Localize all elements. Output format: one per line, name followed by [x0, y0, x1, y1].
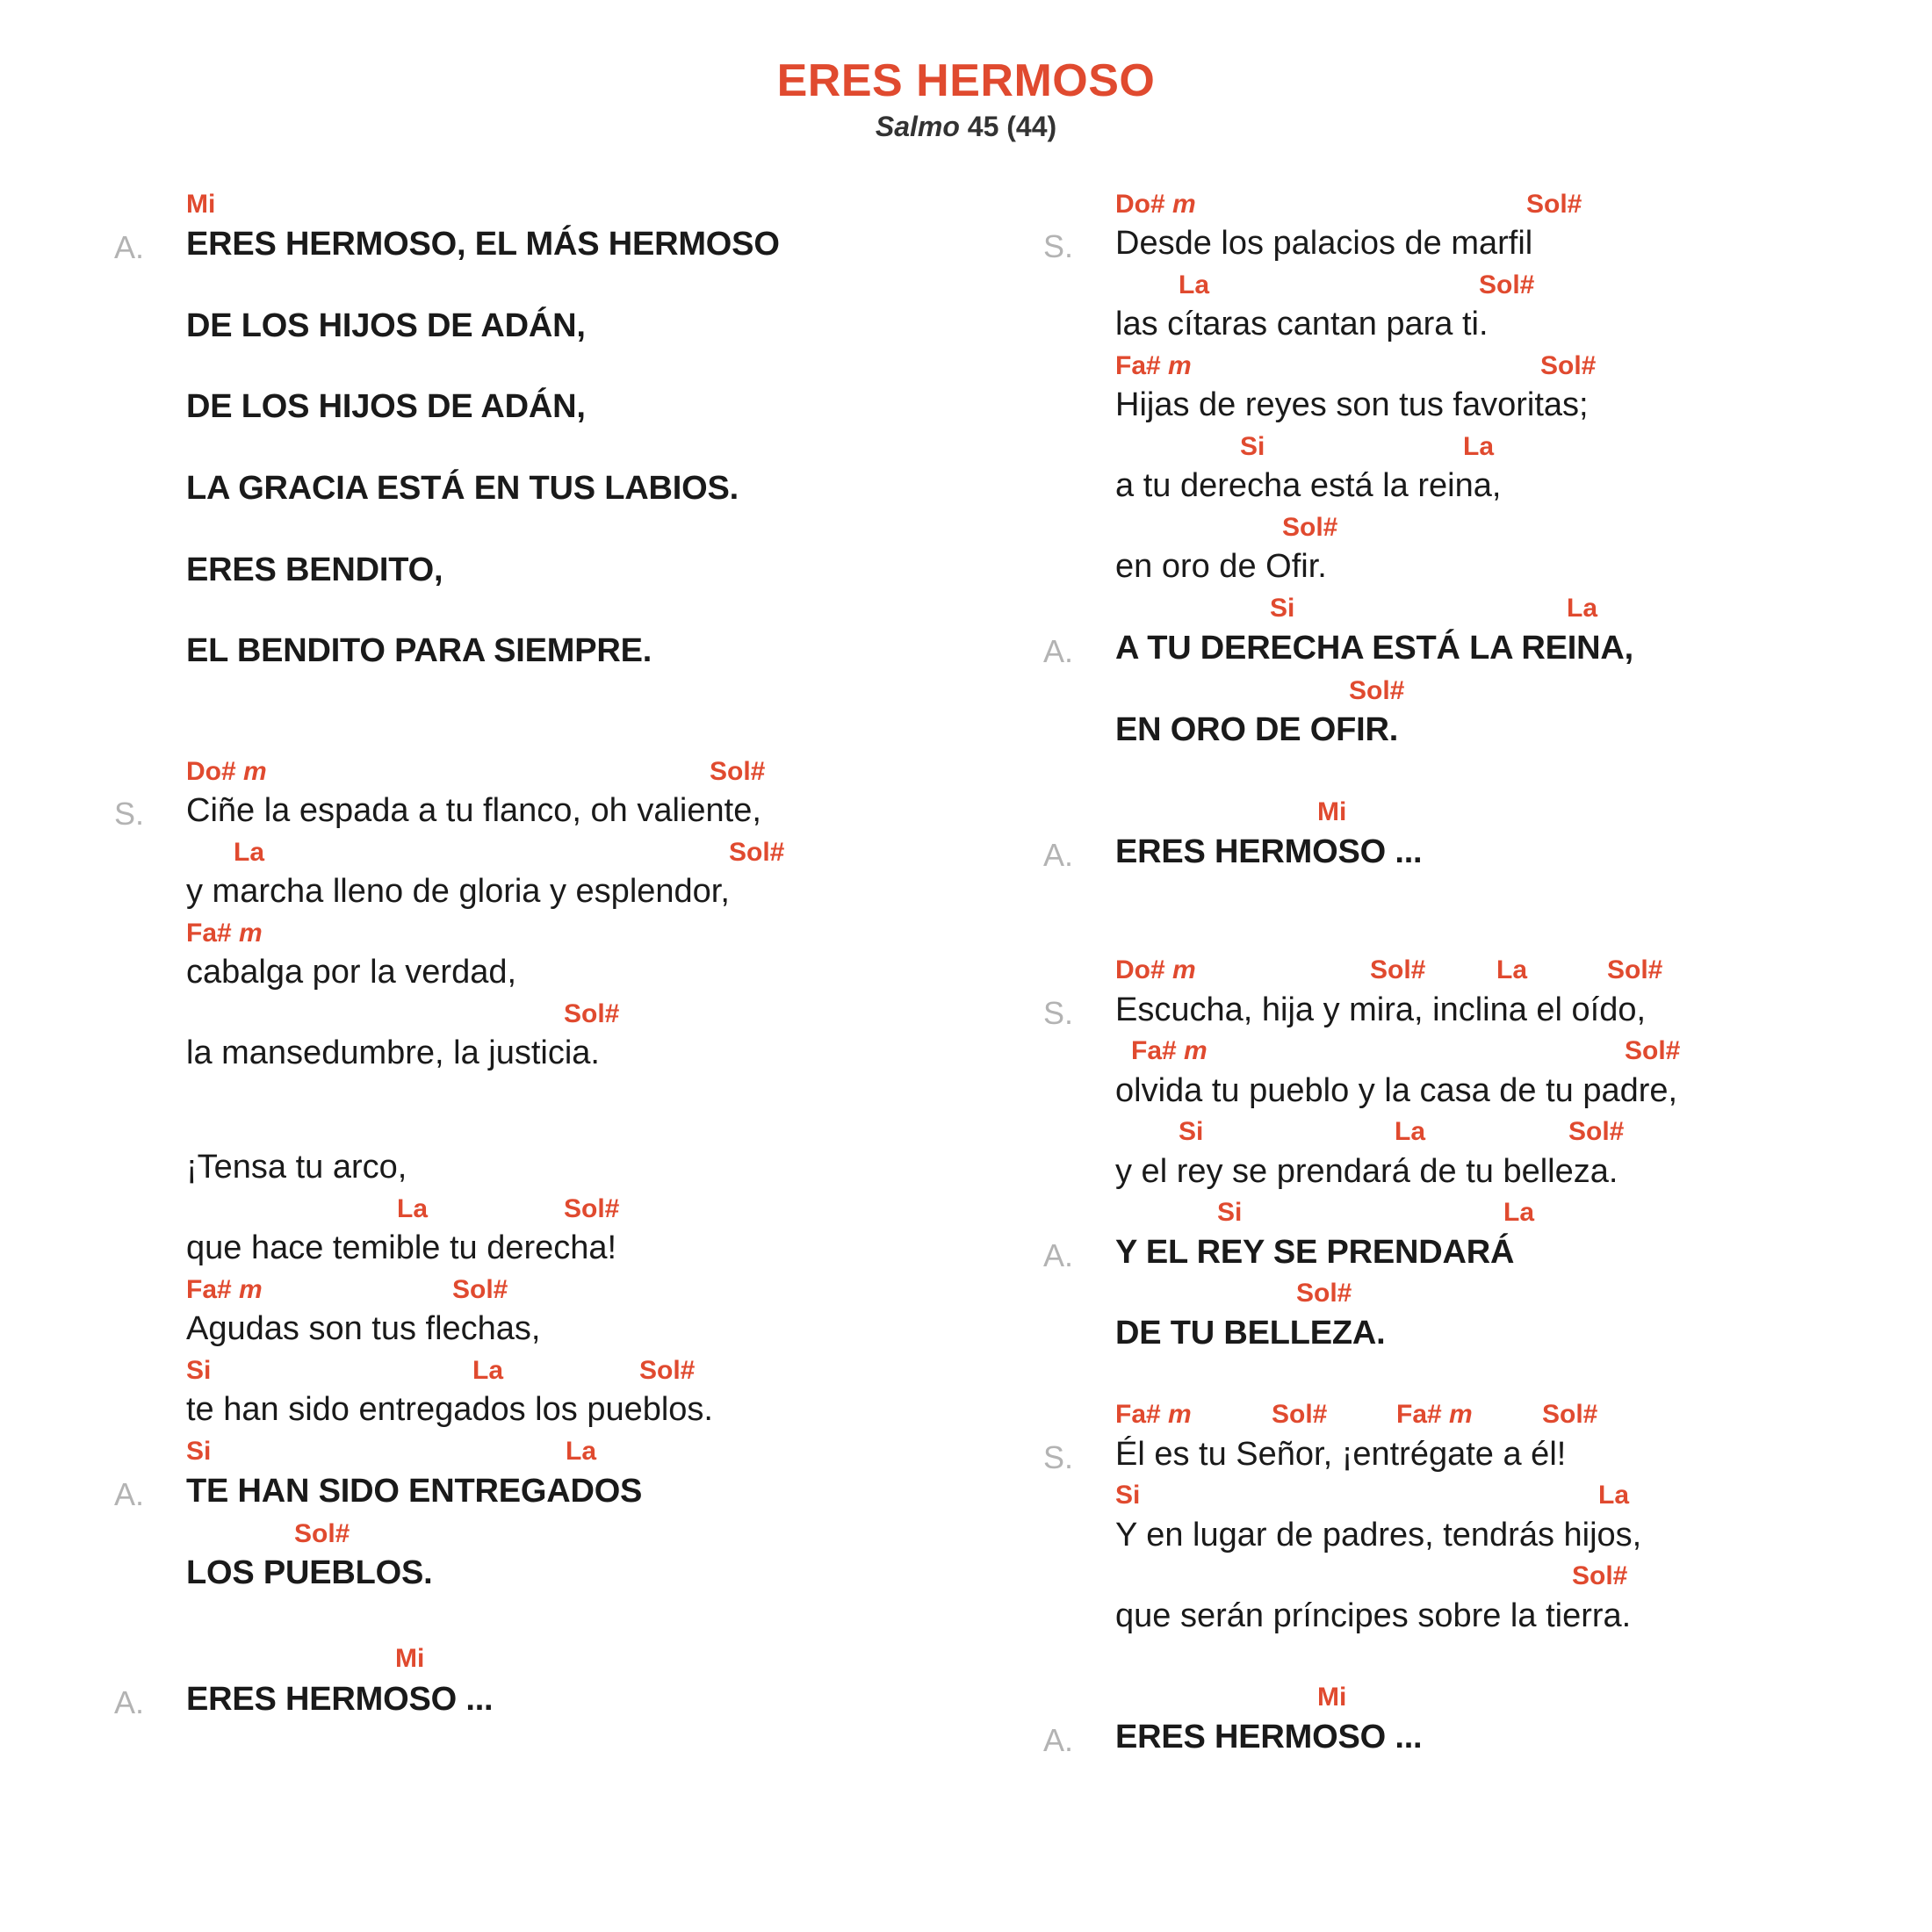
verse-line: las cítaras cantan para ti.	[1115, 306, 1489, 342]
chord-label	[1131, 1036, 1208, 1066]
chord-root: Si	[1217, 1198, 1243, 1227]
section-marker: S.	[1043, 228, 1074, 264]
chord-root: Sol#	[729, 838, 785, 867]
chord-root: Sol#	[1526, 190, 1582, 219]
chord-root: La	[1567, 594, 1598, 623]
chord-root: Sol#	[1349, 676, 1405, 705]
chord-quality: m	[243, 757, 267, 786]
chord-root: Do#	[186, 757, 236, 786]
refrain-line: ERES HERMOSO ...	[186, 1681, 494, 1718]
chord-label	[1217, 1198, 1242, 1228]
chord-root: Sol#	[564, 1194, 620, 1223]
chord-root: Si	[1270, 594, 1295, 623]
chord-root: Sol#	[1282, 513, 1338, 542]
verse-line: la mansedumbre, la justicia.	[186, 1034, 600, 1071]
chord-root: La	[1503, 1198, 1535, 1227]
refrain-line: ERES BENDITO,	[186, 551, 443, 588]
verse-line: Escucha, hija y mira, inclina el oído,	[1115, 991, 1647, 1028]
verse-line: ¡Tensa tu arco,	[186, 1149, 407, 1186]
section-marker: A.	[114, 1476, 145, 1512]
chord-root: Sol#	[1479, 270, 1535, 299]
refrain-line: Y EL REY SE PRENDARÁ	[1115, 1234, 1515, 1271]
chord-root: Sol#	[1272, 1400, 1328, 1429]
chord-label	[1463, 432, 1494, 462]
verse-line: Y en lugar de padres, tendrás hijos,	[1115, 1517, 1642, 1554]
chord-root: Mi	[186, 190, 216, 219]
chord-label	[1625, 1036, 1680, 1066]
chord-root: La	[234, 838, 265, 867]
chord-label	[1572, 1561, 1627, 1591]
chord-root: Fa#	[1131, 1036, 1177, 1065]
chord-root: Sol#	[294, 1519, 350, 1548]
chord-root: Si	[186, 1356, 212, 1385]
chord-root: Fa#	[186, 1275, 232, 1304]
chord-label	[1240, 432, 1265, 462]
section-marker: S.	[114, 796, 145, 832]
verse-line: Hijas de reyes son tus favoritas;	[1115, 386, 1589, 423]
chord-root: Sol#	[1370, 955, 1426, 984]
chord-root: La	[472, 1356, 504, 1385]
chord-label	[1496, 955, 1527, 985]
verse-line: que serán príncipes sobre la tierra.	[1115, 1597, 1632, 1634]
chord-label	[1115, 190, 1196, 220]
chord-label	[1479, 270, 1534, 300]
chord-label	[1317, 1683, 1346, 1712]
refrain-line: LA GRACIA ESTÁ EN TUS LABIOS.	[186, 470, 739, 507]
chord-root: Si	[1240, 432, 1265, 461]
verse-line: en oro de Ofir.	[1115, 548, 1327, 585]
chord-root: Do#	[1115, 190, 1165, 219]
chord-root: Sol#	[1625, 1036, 1681, 1065]
chord-label	[1272, 1400, 1327, 1430]
chord-quality: m	[1168, 351, 1192, 380]
verse-line: a tu derecha está la reina,	[1115, 467, 1502, 504]
chord-root: Do#	[1115, 955, 1165, 984]
chord-quality: m	[1168, 1400, 1192, 1429]
section-marker: S.	[1043, 995, 1074, 1031]
refrain-line: ERES HERMOSO ...	[1115, 1719, 1423, 1755]
chord-label	[1567, 594, 1597, 624]
verse-line: Agudas son tus flechas,	[186, 1310, 541, 1347]
refrain-line: DE TU BELLEZA.	[1115, 1315, 1386, 1352]
chord-root: La	[566, 1437, 597, 1466]
chord-label	[1526, 190, 1582, 220]
chord-root: Sol#	[1296, 1279, 1352, 1308]
chord-root: La	[1463, 432, 1495, 461]
chord-quality: m	[1184, 1036, 1208, 1065]
chord-root: La	[1598, 1481, 1630, 1510]
chord-label	[1115, 1481, 1140, 1510]
chord-root: Sol#	[1540, 351, 1597, 380]
verse-line: olvida tu pueblo y la casa de tu padre,	[1115, 1072, 1678, 1109]
section-marker: A.	[1043, 1722, 1074, 1758]
chord-root: La	[1179, 270, 1210, 299]
section-marker: A.	[1043, 1237, 1074, 1273]
chord-root: Mi	[1317, 797, 1347, 826]
section-marker: A.	[114, 229, 145, 265]
chord-quality: m	[1172, 955, 1196, 984]
chord-root: Mi	[395, 1644, 425, 1673]
verse-line: cabalga por la verdad,	[186, 954, 517, 991]
chord-label	[1179, 1117, 1203, 1147]
chord-label	[1503, 1198, 1534, 1228]
chord-root: Fa#	[1396, 1400, 1442, 1429]
chord-root: Sol#	[1568, 1117, 1625, 1146]
chord-quality: m	[239, 1275, 263, 1304]
chord-label	[1296, 1279, 1352, 1308]
chord-quality: m	[239, 919, 263, 948]
refrain-line: ERES HERMOSO, EL MÁS HERMOSO	[186, 226, 780, 263]
chord-root: Fa#	[186, 919, 232, 948]
chord-label	[1395, 1117, 1425, 1147]
chord-label	[1370, 955, 1425, 985]
chord-label	[1115, 351, 1192, 381]
chord-root: Si	[1179, 1117, 1204, 1146]
chord-root: Fa#	[1115, 351, 1161, 380]
refrain-line: A TU DERECHA ESTÁ LA REINA,	[1115, 630, 1633, 667]
refrain-line: EN ORO DE OFIR.	[1115, 711, 1399, 748]
chord-root: La	[397, 1194, 429, 1223]
section-marker: S.	[1043, 1439, 1074, 1475]
chord-label	[1282, 513, 1337, 543]
refrain-line: ERES HERMOSO ...	[1115, 833, 1423, 870]
verse-line: y el rey se prendará de tu belleza.	[1115, 1153, 1618, 1190]
chord-label	[1179, 270, 1209, 300]
chord-root: Sol#	[639, 1356, 696, 1385]
chord-root: Sol#	[1572, 1561, 1628, 1590]
chord-label	[1317, 797, 1346, 827]
chord-label	[1607, 955, 1662, 985]
chord-label	[1598, 1481, 1629, 1510]
chord-root: Mi	[1317, 1683, 1347, 1712]
verse-line: Desde los palacios de marfil	[1115, 225, 1533, 262]
section-marker: A.	[1043, 633, 1074, 669]
refrain-line: TE HAN SIDO ENTREGADOS	[186, 1473, 643, 1510]
chord-label	[1270, 594, 1294, 624]
chord-label	[1115, 1400, 1192, 1430]
chord-label	[1542, 1400, 1597, 1430]
verse-line: Ciñe la espada a tu flanco, oh valiente,	[186, 792, 761, 829]
chord-root: Si	[1115, 1481, 1141, 1510]
refrain-line: LOS PUEBLOS.	[186, 1554, 433, 1591]
verse-line: y marcha lleno de gloria y esplendor,	[186, 873, 730, 910]
verse-line: que hace temible tu derecha!	[186, 1229, 617, 1266]
chord-root: Sol#	[564, 999, 620, 1028]
chord-label	[1568, 1117, 1624, 1147]
chord-root: La	[1395, 1117, 1426, 1146]
refrain-line: DE LOS HIJOS DE ADÁN,	[186, 388, 586, 425]
chord-root: Fa#	[1115, 1400, 1161, 1429]
chord-label	[1115, 955, 1196, 985]
refrain-line: DE LOS HIJOS DE ADÁN,	[186, 307, 586, 344]
chord-quality: m	[1172, 190, 1196, 219]
chord-root: Si	[186, 1437, 212, 1466]
chord-root: Sol#	[452, 1275, 508, 1304]
refrain-line: EL BENDITO PARA SIEMPRE.	[186, 632, 652, 669]
chord-root: Sol#	[1542, 1400, 1598, 1429]
chord-label	[1349, 676, 1404, 706]
chord-root: Sol#	[1607, 955, 1663, 984]
song-title: ERES HERMOSO	[776, 55, 1156, 106]
chord-label	[1540, 351, 1596, 381]
verse-line: te han sido entregados los pueblos.	[186, 1391, 713, 1428]
chord-root: La	[1496, 955, 1528, 984]
subtitle-psalm-number: 45 (44)	[967, 111, 1057, 142]
chord-root: Sol#	[710, 757, 766, 786]
chord-label	[1396, 1400, 1473, 1430]
chord-quality: m	[1449, 1400, 1473, 1429]
verse-line: Él es tu Señor, ¡entrégate a él!	[1115, 1436, 1567, 1473]
section-marker: A.	[114, 1684, 145, 1720]
section-marker: A.	[1043, 837, 1074, 873]
subtitle-psalm-label: Salmo	[875, 111, 960, 142]
